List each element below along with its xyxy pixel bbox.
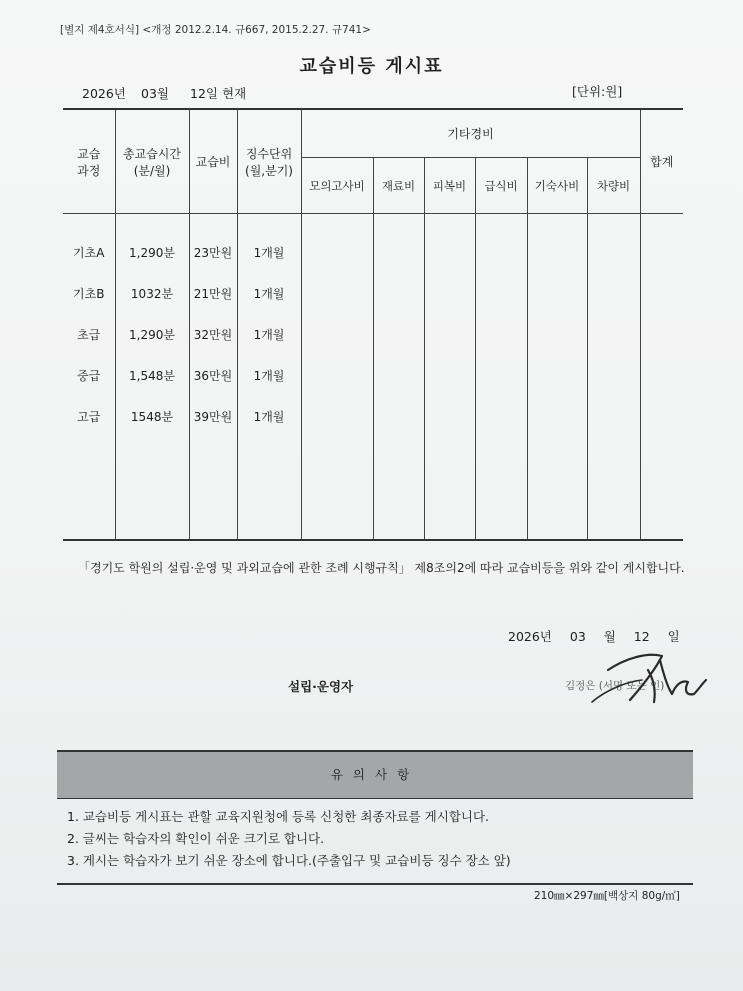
date-year: 2026년 (82, 86, 126, 101)
cell-unit: 1개월 (237, 396, 301, 437)
cell-course: 기초B (63, 273, 115, 314)
cell-hours: 1,548분 (115, 355, 189, 396)
cell-hours: 1032분 (115, 273, 189, 314)
caution-item: 3. 게시는 학습자가 보기 쉬운 장소에 합니다.(주출입구 및 교습비등 징수 장소 앞) (67, 853, 511, 868)
caution-heading: 유의사항 (57, 750, 693, 799)
unit-label: [단위:원] (572, 84, 623, 99)
caution-list (67, 806, 511, 872)
cell-course: 초급 (63, 314, 115, 355)
caution-item: 1. 교습비등 게시표는 관할 교육지원청에 등록 신청한 최종자료를 게시합니다. (67, 809, 490, 824)
col-materials: 재료비 (373, 158, 424, 214)
table-row (63, 273, 683, 314)
cell-course: 기초A (63, 214, 115, 274)
col-total: 합계 (640, 109, 683, 214)
date-day: 12일 (190, 86, 218, 101)
table-row (63, 314, 683, 355)
col-dormitory: 기숙사비 (527, 158, 587, 214)
cell-fee: 23만원 (189, 214, 237, 274)
founder-label: 설립·운영자 (288, 679, 354, 694)
fee-table (63, 108, 683, 541)
cell-fee: 32만원 (189, 314, 237, 355)
cell-hours: 1,290분 (115, 214, 189, 274)
table-row (63, 214, 683, 274)
cell-course: 고급 (63, 396, 115, 437)
signature-date: 2026년 03 월 12 일 (508, 629, 680, 644)
table-row-empty (63, 437, 683, 540)
cell-unit: 1개월 (237, 273, 301, 314)
date-suffix: 현재 (222, 86, 247, 101)
cell-fee: 39만원 (189, 396, 237, 437)
page-title: 교습비등 게시표 (299, 56, 444, 77)
col-other-costs: 기타경비 (301, 109, 640, 158)
form-code: [별지 제4호서식] <개정 2012.2.14. 규667, 2015.2.27. 규741> (60, 24, 371, 36)
col-clothing: 피복비 (424, 158, 475, 214)
col-meals: 급식비 (475, 158, 527, 214)
handwritten-signature (586, 650, 716, 710)
col-course: 교습 과정 (63, 109, 115, 214)
cell-unit: 1개월 (237, 355, 301, 396)
col-collection-unit: 징수단위 (월,분기) (237, 109, 301, 214)
cell-hours: 1548분 (115, 396, 189, 437)
table-row (63, 396, 683, 437)
paper-spec: 210㎜×297㎜[백상지 80g/㎡] (534, 890, 680, 902)
cell-hours: 1,290분 (115, 314, 189, 355)
col-mock-exam: 모의고사비 (301, 158, 373, 214)
col-vehicle: 차량비 (587, 158, 640, 214)
col-tuition: 교습비 (189, 109, 237, 214)
caution-item: 2. 글씨는 학습자의 확인이 쉬운 크기로 합니다. (67, 831, 325, 846)
signer-name: 김정은 (서명 또는 인) (565, 680, 665, 692)
col-total-hours: 총교습시간 (분/월) (115, 109, 189, 214)
notice-text: 「경기도 학원의 설립·운영 및 과외교습에 관한 조례 시행규칙」 제8조의2에 따라 교습비등을 위와 같이 게시합니다. (78, 561, 685, 575)
cell-unit: 1개월 (237, 314, 301, 355)
cell-fee: 36만원 (189, 355, 237, 396)
cell-fee: 21만원 (189, 273, 237, 314)
cell-course: 중급 (63, 355, 115, 396)
date-month: 03월 (141, 86, 169, 101)
table-row (63, 355, 683, 396)
cell-unit: 1개월 (237, 214, 301, 274)
bottom-divider (57, 883, 693, 885)
